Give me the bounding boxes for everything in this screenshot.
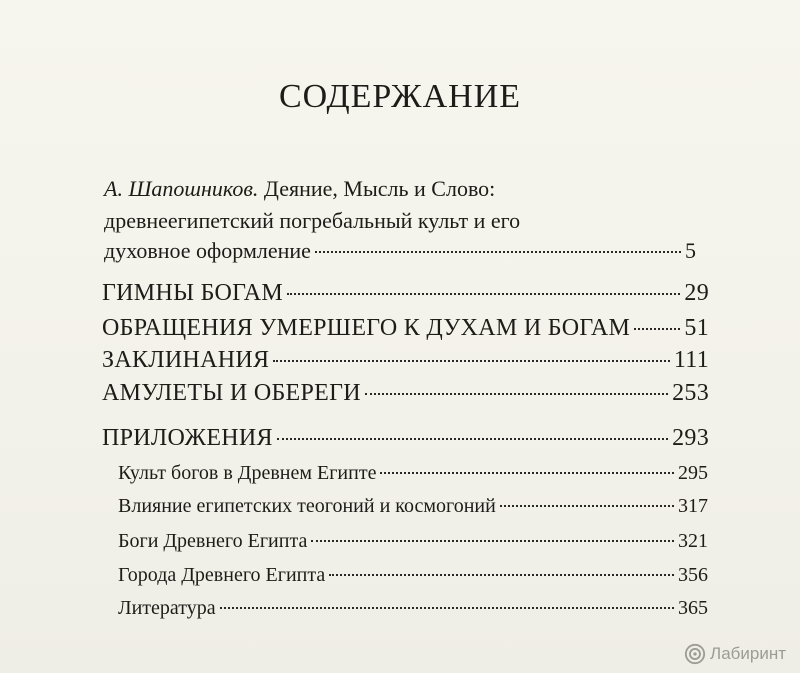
leader-dots (277, 438, 668, 440)
toc-entry-page: 321 (678, 530, 708, 552)
leader-dots (365, 393, 668, 395)
toc-entry-label: ЗАКЛИНАНИЯ (102, 347, 270, 373)
toc-entry-page: 356 (678, 564, 708, 586)
toc-entry (102, 280, 709, 307)
labyrinth-logo-icon (684, 643, 706, 665)
toc-entry-label: Города Древнего Египта (118, 564, 326, 586)
toc-entry-label: Боги Древнего Египта (118, 530, 308, 552)
toc-entry (102, 380, 709, 407)
toc-entry-page: 111 (673, 347, 709, 373)
toc-entry-label: духовное оформление (104, 238, 311, 263)
leader-dots (500, 505, 674, 507)
toc-entry-label: Литература (118, 597, 216, 619)
watermark (684, 643, 786, 665)
toc-entry-label: ОБРАЩЕНИЯ УМЕРШЕГО К ДУХАМ И БОГАМ (102, 315, 631, 341)
leader-dots (315, 251, 681, 253)
toc-entry-page: 317 (678, 495, 708, 517)
watermark-text: Лабиринт (710, 644, 786, 663)
leader-dots (287, 293, 680, 295)
toc-entry-page: 29 (684, 280, 709, 306)
toc-entry-page: 365 (678, 597, 708, 619)
intro-author: А. Шапошников. (104, 176, 259, 201)
toc-entry-page: 5 (685, 238, 696, 263)
leader-dots (311, 540, 674, 542)
toc-entry-page: 295 (678, 462, 708, 484)
toc-subentry (118, 564, 708, 587)
toc-entry-appendices (102, 425, 709, 452)
toc-entry-label: ПРИЛОЖЕНИЯ (102, 425, 273, 451)
toc-entry-label: Влияние египетских теогоний и космогоний (118, 495, 496, 517)
toc-entry (102, 315, 709, 342)
toc-entry-label: ГИМНЫ БОГАМ (102, 280, 283, 306)
toc-subentry (118, 597, 708, 620)
toc-entry (102, 347, 709, 374)
leader-dots (220, 607, 674, 609)
toc-entry-label: Культ богов в Древнем Египте (118, 462, 377, 484)
leader-dots (273, 360, 670, 362)
page-title: СОДЕРЖАНИЕ (278, 78, 522, 115)
intro-line-1 (104, 176, 495, 202)
toc-entry-page: 253 (672, 380, 709, 406)
intro-line-2: древнеегипетский погребальный культ и его (104, 208, 521, 233)
leader-dots (380, 472, 674, 474)
toc-entry-page: 293 (672, 425, 709, 451)
toc-subentry (118, 495, 708, 518)
intro-title-part-1: Деяние, Мысль и Слово: (258, 176, 496, 201)
toc-entry-label: АМУЛЕТЫ И ОБЕРЕГИ (102, 380, 361, 406)
toc-subentry (118, 462, 708, 485)
toc-entry-intro (104, 238, 696, 264)
leader-dots (634, 328, 680, 330)
leader-dots (329, 574, 674, 576)
toc-entry-page: 51 (684, 315, 709, 341)
toc-subentry (118, 530, 708, 553)
